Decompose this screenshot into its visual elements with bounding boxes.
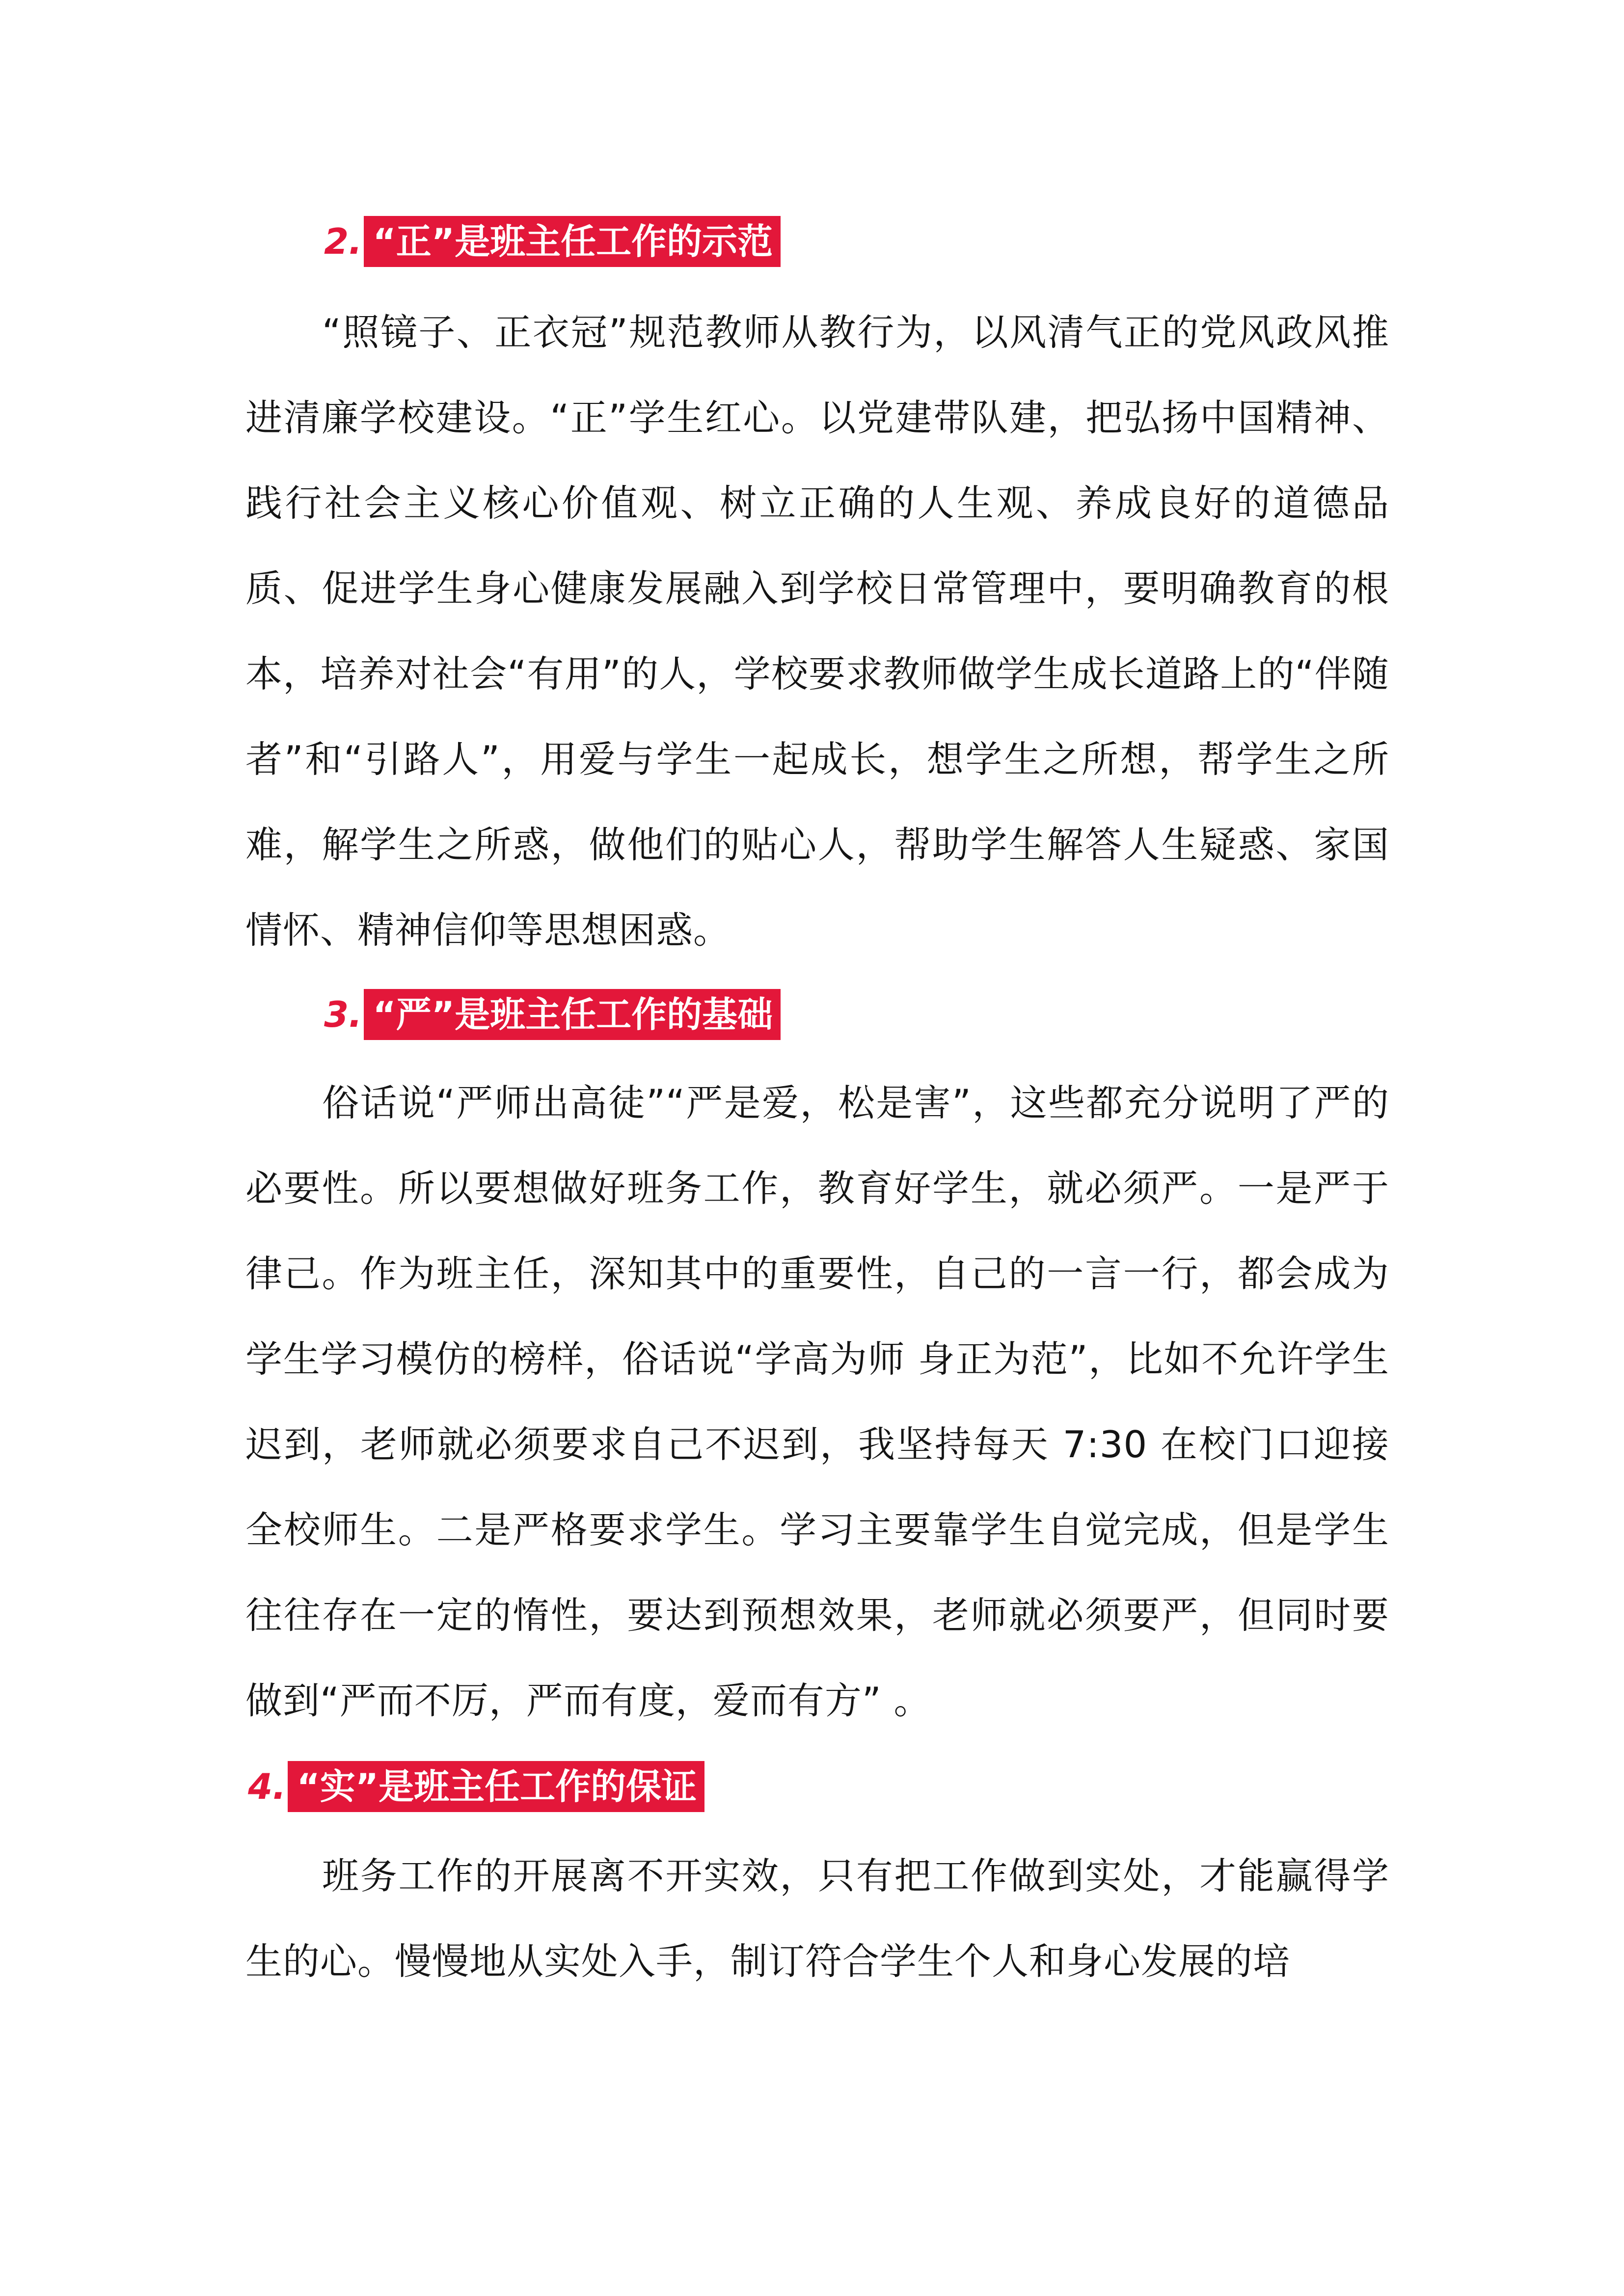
section-title: “实”是班主任工作的保证	[288, 1761, 704, 1812]
section-title: “正”是班主任工作的示范	[364, 216, 781, 267]
section-heading-2	[324, 216, 781, 267]
section-paragraph-2: “照镜子、正衣冠”规范教师从教行为，以风清气正的党风政风推进清廉学校建设。“正”学生红心。以党建带队建，把弘扬中国精神、践行社会主义核心价值观、树立正确的人生观、养成良好的道德品质、促进学生身心健康发展融入到学校日常管理中，要明确教育的根本，培养对社会“有用”的人，学校要求教师做学生成长道路上的“伴随者”和“引路人”，用爱与学生一起成长，想学生之所想，帮学生之所难，解学生之所惑，做他们的贴心人，帮助学生解答人生疑惑、家国情怀、精神信仰等思想困惑。	[245, 311, 1389, 952]
section-number: 4.	[248, 1766, 286, 1807]
section-paragraph-3: 俗话说“严师出高徒”“严是爱，松是害”，这些都充分说明了严的必要性。所以要想做好班务工作，教育好学生，就必须严。一是严于律己。作为班主任，深知其中的重要性，自己的一言一行，都会成为学生学习模仿的榜样，俗话说“学高为师 身正为范”，比如不允许学生迟到，老师就必须要求自己不迟到，我坚持每天 7:30 在校门口迎接全校师生。二是严格要求学生。学习主要靠学生自觉完成，但是学生往往存在一定的惰性，要达到预想效果，老师就必须要严，但同时要做到“严而不厉，严而有度，爱而有方” 。	[245, 1081, 1389, 1722]
section-heading-4	[248, 1761, 704, 1812]
section-heading-3	[324, 989, 781, 1040]
section-number: 2.	[324, 221, 362, 262]
section-title: “严”是班主任工作的基础	[364, 989, 781, 1040]
section-paragraph-4: 班务工作的开展离不开实效，只有把工作做到实处，才能赢得学生的心。慢慢地从实处入手，制订符合学生个人和身心发展的培	[245, 1854, 1389, 1983]
section-number: 3.	[324, 994, 362, 1035]
